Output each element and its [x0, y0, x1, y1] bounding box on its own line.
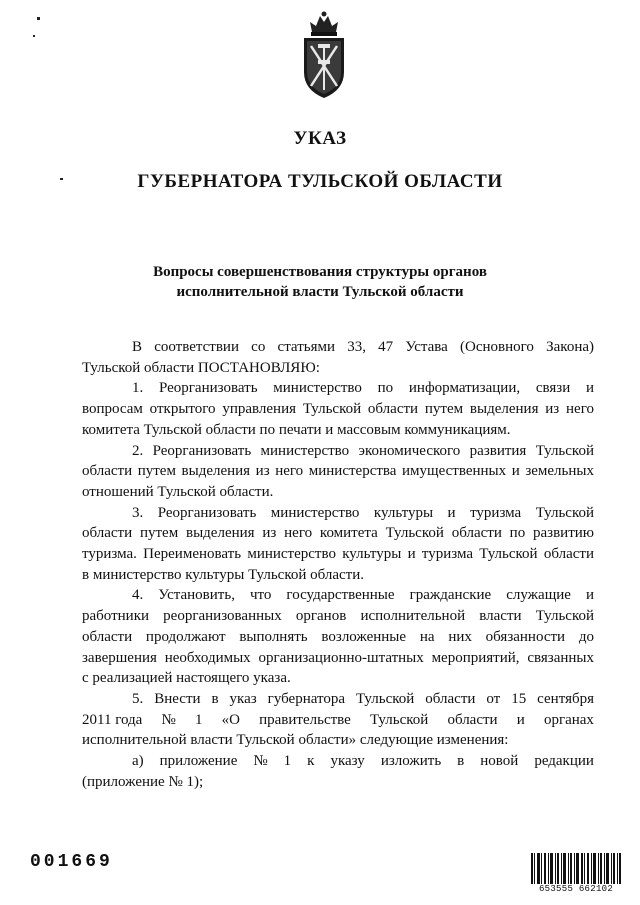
text-line: области путем выделения из него министерства имущественных и земельных [82, 463, 594, 480]
text-line: с реализацией настоящего указа. [82, 670, 291, 687]
text-line: 1. Реорганизовать министерство по информатизации, связи и [132, 380, 594, 397]
word: органах [543, 711, 594, 728]
text-line: отношений Тульской области. [82, 483, 274, 500]
word: области [447, 711, 498, 728]
document-type-title: УКАЗ [293, 128, 347, 149]
text-line: туризма. Переименовать министерство культуры и туризма Тульской области [82, 546, 594, 563]
issuer-title: ГУБЕРНАТОРА ТУЛЬСКОЙ ОБЛАСТИ [137, 171, 503, 192]
item-3 [82, 503, 594, 586]
subject-line: Вопросы совершенствования структуры органов [153, 264, 487, 280]
document-serial-number: 001669 [30, 852, 113, 872]
text-line: (приложение № 1); [82, 773, 204, 790]
text-line: вопросам открытого управления Тульской области путем выделения из него [82, 401, 594, 418]
word: «О [221, 711, 240, 728]
text-line: комитета Тульской области по печати и массовым коммуникациям. [82, 421, 511, 438]
word: указу [330, 753, 365, 770]
word: в [457, 753, 465, 770]
word: № [161, 711, 176, 728]
scan-speck [33, 35, 35, 37]
text-line: Тульской области ПОСТАНОВЛЯЮ: [82, 359, 320, 376]
tula-oblast-coat-of-arms-icon [298, 10, 350, 100]
word: изложить [380, 753, 442, 770]
word: а) [132, 753, 144, 770]
word: к [307, 753, 315, 770]
text-line: работники реорганизованных органов исполнительной власти Тульской [82, 608, 594, 625]
word: правительстве [259, 711, 351, 728]
item-2 [82, 441, 594, 503]
text-line: области путем выделения из него комитета Тульской области по развитию [82, 525, 594, 542]
text-line: в министерство культуры Тульской области. [82, 566, 365, 583]
text-line: исполнительной власти Тульской области» следующие изменения: [82, 732, 509, 749]
text-line: В соответствии со статьями 33, 47 Устава (Основного Закона) [132, 339, 594, 355]
text-line: 2. Реорганизовать министерство экономического развития Тульской [132, 442, 594, 459]
document-body [82, 337, 594, 792]
text-line: 4. Установить, что государственные гражданские служащие и [132, 587, 594, 604]
word: 1 [194, 711, 203, 728]
subject-line: исполнительной власти Тульской области [176, 284, 464, 300]
word: новой [480, 753, 519, 770]
preamble [82, 337, 594, 378]
word: 1 [283, 753, 292, 770]
barcode-number: 653555 662102 [531, 884, 621, 894]
word: и [516, 711, 525, 728]
word: 2011 года [82, 711, 143, 728]
text-line: завершения необходимых организационно-штатных мероприятий, связанных [82, 649, 594, 666]
text-line: 3. Реорганизовать министерство культуры и туризма Тульской [132, 504, 594, 521]
word: № [253, 753, 268, 770]
scan-speck [37, 17, 40, 20]
text-line: области продолжают выполнять возложенные на них обязанности до [82, 628, 594, 645]
text-line [82, 751, 594, 772]
item-1 [82, 378, 594, 440]
word: редакции [534, 753, 594, 770]
word: приложение [159, 753, 238, 770]
document-subject [0, 262, 640, 302]
word: Тульской [369, 711, 429, 728]
text-line: 5. Внести в указ губернатора Тульской области от 15 сентября [132, 690, 594, 707]
text-line [82, 710, 594, 731]
item-5 [82, 689, 594, 793]
item-4 [82, 585, 594, 689]
